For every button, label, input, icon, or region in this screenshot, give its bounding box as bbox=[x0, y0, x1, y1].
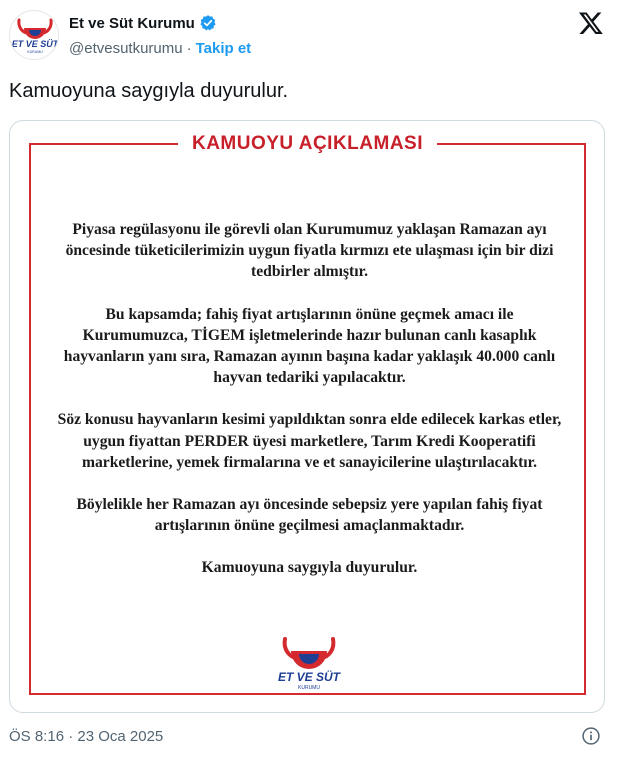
tweet-text: Kamuoyuna saygıyla duyurulur. bbox=[9, 80, 289, 102]
avatar[interactable] bbox=[9, 10, 59, 60]
info-icon[interactable] bbox=[581, 726, 601, 746]
bottom-logo bbox=[273, 633, 345, 695]
tweet-header bbox=[0, 0, 617, 70]
statement-paragraph: Kamuoyuna saygıyla duyurulur. bbox=[201, 559, 418, 577]
statement-paragraph: Bu kapsamda; fahiş fiyat artışlarının önüne geçmek amacı ile Kurumumuzca, TİGEM işletmelerinde hazır bulunan canlı kasaplık hayvanların yanı sıra, Ramazan ayının başına kadar yaklaşık 40.000 canlı hayvan tedariki yapılacaktır. bbox=[63, 305, 556, 387]
timestamp[interactable]: ÖS 8:16 · 23 Oca 2025 bbox=[9, 728, 164, 745]
handle[interactable]: @etvesutkurumu bbox=[69, 40, 183, 57]
follow-button[interactable]: Takip et bbox=[195, 40, 252, 57]
statement-paragraph: Böylelikle her Ramazan ayı öncesinde sebepsiz yere yapılan fahiş fiyat artışlarının önüne geçilmesi amaçlanmaktadır. bbox=[76, 496, 543, 535]
handle-row bbox=[69, 40, 251, 57]
statement-title: KAMUOYU AÇIKLAMASI bbox=[178, 133, 437, 155]
bottom-logo-subtext: KURUMU bbox=[298, 685, 320, 691]
statement-body bbox=[51, 219, 568, 600]
tweet-footer bbox=[9, 728, 605, 748]
bottom-logo-text: ET VE SÜT bbox=[277, 670, 341, 684]
avatar-logo-text: ET VE SÜT bbox=[11, 39, 59, 49]
tweet-media-image[interactable] bbox=[9, 120, 605, 713]
display-name[interactable]: Et ve Süt Kurumu bbox=[69, 14, 195, 32]
name-row bbox=[69, 14, 217, 32]
x-logo-icon[interactable] bbox=[578, 10, 604, 36]
verified-badge-icon bbox=[199, 14, 217, 32]
statement-frame bbox=[29, 133, 586, 695]
avatar-logo-subtext: KURUMU bbox=[27, 50, 43, 54]
statement-paragraph: Söz konusu hayvanların kesimi yapıldıktan sonra elde edilecek karkas etler, uygun fiyattan PERDER üyesi marketlere, Tarım Kredi Kooperatifi marketlerine, yemek firmalarına ve et sanayicilerine ulaştırılacaktır. bbox=[57, 411, 562, 471]
et-ve-sut-logo bbox=[10, 11, 59, 60]
separator-dot: · bbox=[186, 40, 192, 57]
statement-paragraph: Piyasa regülasyonu ile görevli olan Kurumumuz yaklaşan Ramazan ayı öncesinde tüketicilerimizin uygun fiyatla kırmızı ete ulaşması için bir dizi tedbirler almıştır. bbox=[65, 221, 554, 281]
